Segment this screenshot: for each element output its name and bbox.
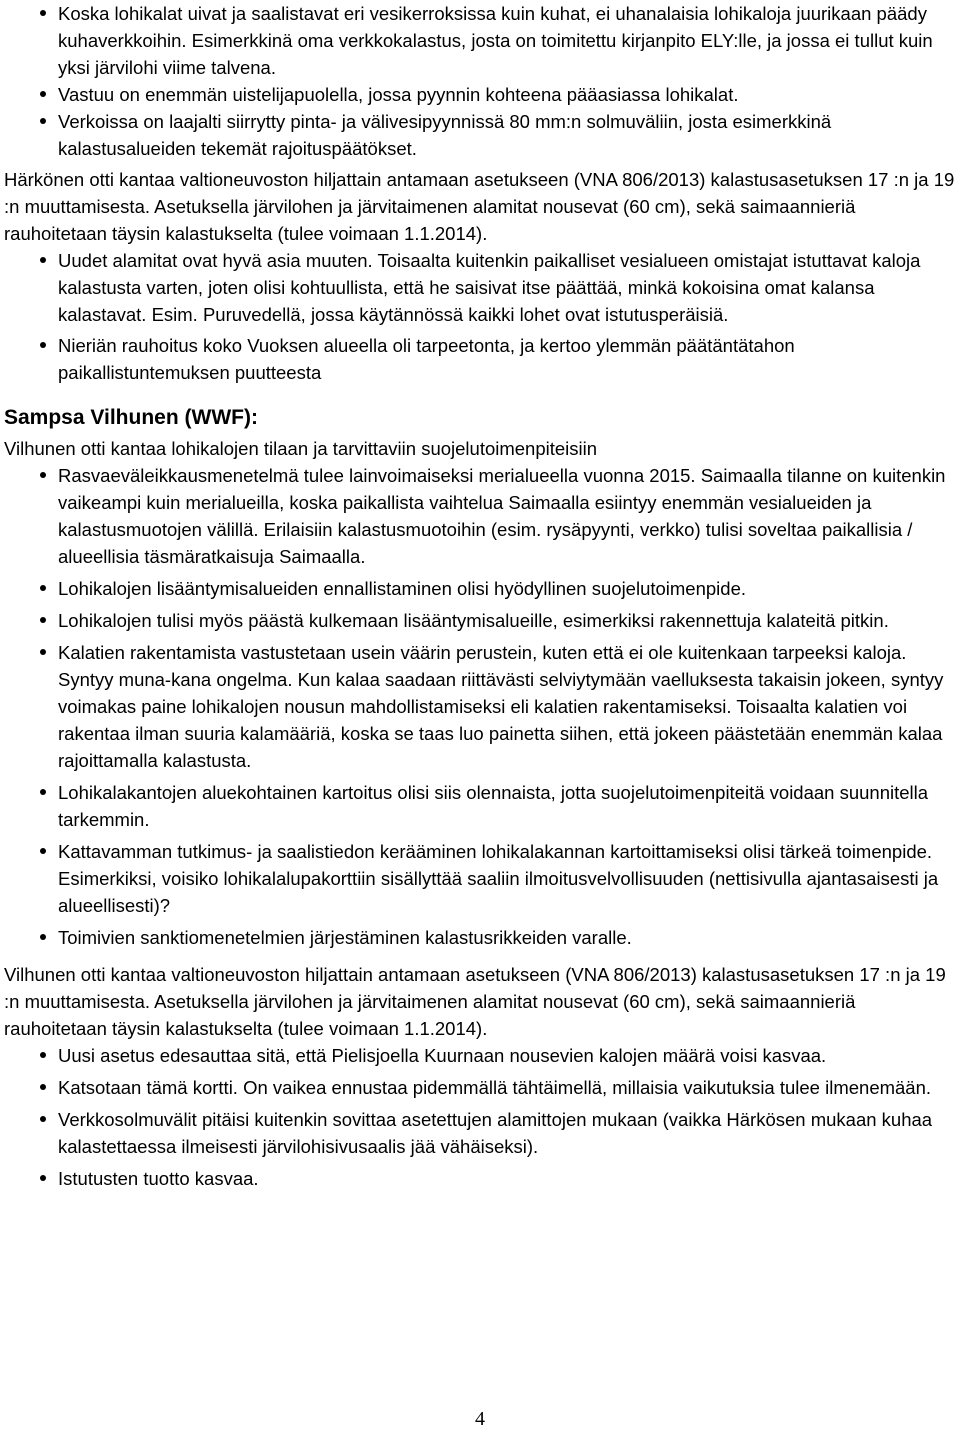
list-item: Lohikalakantojen aluekohtainen kartoitus olisi siis olennaista, jotta suojelutoimenpiteitä voidaan suunnitella tarkemmin. [0, 779, 960, 833]
list-item: Katsotaan tämä kortti. On vaikea ennustaa pidemmällä tähtäimellä, millaisia vaikutuksia tulee ilmenemään. [0, 1074, 960, 1101]
bullet-list-b [0, 247, 960, 386]
list-item: Lohikalojen tulisi myös päästä kulkemaan lisääntymisalueille, esimerkiksi rakennettuja kalateitä pitkin. [0, 607, 960, 634]
list-item: Lohikalojen lisääntymisalueiden ennallistaminen olisi hyödyllinen suojelutoimenpide. [0, 575, 960, 602]
list-item: Istutusten tuotto kasvaa. [0, 1165, 960, 1192]
list-item: Uudet alamitat ovat hyvä asia muuten. Toisaalta kuitenkin paikalliset vesialueen omistajat istuttavat kaloja kalastusta varten, joten olisi kohtuullista, että he saisivat itse päättää, minkä kokoisina omat kalansa kalastavat. Esim. Puruvedellä, jossa käytännössä kaikki lohet ovat istutusperäisiä. [0, 247, 960, 328]
list-item: Verkoissa on laajalti siirrytty pinta- ja välivesipyynnissä 80 mm:n solmuväliin, josta esimerkkinä kalastusalueiden tekemät rajoituspäätökset. [0, 108, 960, 162]
list-item: Kalatien rakentamista vastustetaan usein väärin perustein, kuten että ei ole kuitenkaan tarpeeksi kaloja. Syntyy muna-kana ongelma. Kun kalaa saadaan riittävästi selviytymään vaelluksesta takaisin jokeen, syntyy voimakas paine lohikalojen nousun mahdollistamiseksi eli kalatien rakentamiseksi. Toisaalta kalatien voi rakentaa ilman suuria kalamääriä, koska se taas luo painetta siihen, että jokeen päästetään enemmän kalaa rajoittamalla kalastusta. [0, 639, 960, 774]
list-item: Kattavamman tutkimus- ja saalistiedon kerääminen lohikalakannan kartoittamiseksi olisi tärkeä toimenpide. Esimerkiksi, voisiko lohikalalupakorttiin sisällyttää saaliin ilmoitusvelvollisuuden (nettisivulla ajantasaisesti ja alueellisesti)? [0, 838, 960, 919]
page-number: 4 [475, 1408, 485, 1430]
list-item: Nieriän rauhoitus koko Vuoksen alueella oli tarpeetonta, ja kertoo ylemmän päätäntätahon paikallistuntemuksen puutteesta [0, 332, 960, 386]
section-heading: Sampsa Vilhunen (WWF): [4, 406, 258, 429]
bullet-list-vilhunen [0, 462, 960, 951]
list-item: Toimivien sanktiomenetelmien järjestäminen kalastusrikkeiden varalle. [0, 924, 960, 951]
paragraph-vilhunen-decree: Vilhunen otti kantaa valtioneuvoston hiljattain antamaan asetukseen (VNA 806/2013) kalastusasetuksen 17 :n ja 19 :n muuttamisesta. Asetuksella järvilohen ja järvitaimenen alamitat nousevat (60 cm), sekä saimaannieriä rauhoitetaan täysin kalastukselta (tulee voimaan 1.1.2014). [4, 964, 946, 1039]
list-item: Rasvaeväleikkausmenetelmä tulee lainvoimaiseksi merialueella vuonna 2015. Saimaalla tilanne on kuitenkin vaikeampi kuin merialueilla, koska paikallista vaihtelua Saimaalla esiintyy enemmän vesialueiden ja kalastusmuotojen välillä. Erilaisiin kalastusmuotoihin (esim. rysäpyynti, verkko) tulisi soveltaa paikallisia / alueellisia täsmäratkaisuja Saimaalla. [0, 462, 960, 570]
list-item: Uusi asetus edesauttaa sitä, että Pielisjoella Kuurnaan nousevien kalojen määrä voisi kasvaa. [0, 1042, 960, 1069]
paragraph-vilhunen-intro: Vilhunen otti kantaa lohikalojen tilaan ja tarvittaviin suojelutoimenpiteisiin [4, 438, 598, 459]
bullet-list-a [0, 0, 960, 162]
list-item: Koska lohikalat uivat ja saalistavat eri vesikerroksissa kuin kuhat, ei uhanalaisia lohikaloja juurikaan päädy kuhaverkkoihin. Esimerkkinä oma verkkokalastus, josta on toimitettu kirjanpito ELY:lle, ja jossa ei tullut kuin yksi järvilohi viime talvena. [0, 0, 960, 81]
list-item: Verkkosolmuvälit pitäisi kuitenkin sovittaa asetettujen alamittojen mukaan (vaikka Härkösen mukaan kuhaa kalastettaessa ilmeisesti järvilohisivusaalis jää vähäiseksi). [0, 1106, 960, 1160]
paragraph-harkonen: Härkönen otti kantaa valtioneuvoston hiljattain antamaan asetukseen (VNA 806/2013) kalastusasetuksen 17 :n ja 19 :n muuttamisesta. Asetuksella järvilohen ja järvitaimenen alamitat nousevat (60 cm), sekä saimaannieriä rauhoitetaan täysin kalastukselta (tulee voimaan 1.1.2014). [4, 169, 955, 244]
bullet-list-decree [0, 1042, 960, 1192]
list-item: Vastuu on enemmän uistelijapuolella, jossa pyynnin kohteena pääasiassa lohikalat. [0, 81, 960, 108]
